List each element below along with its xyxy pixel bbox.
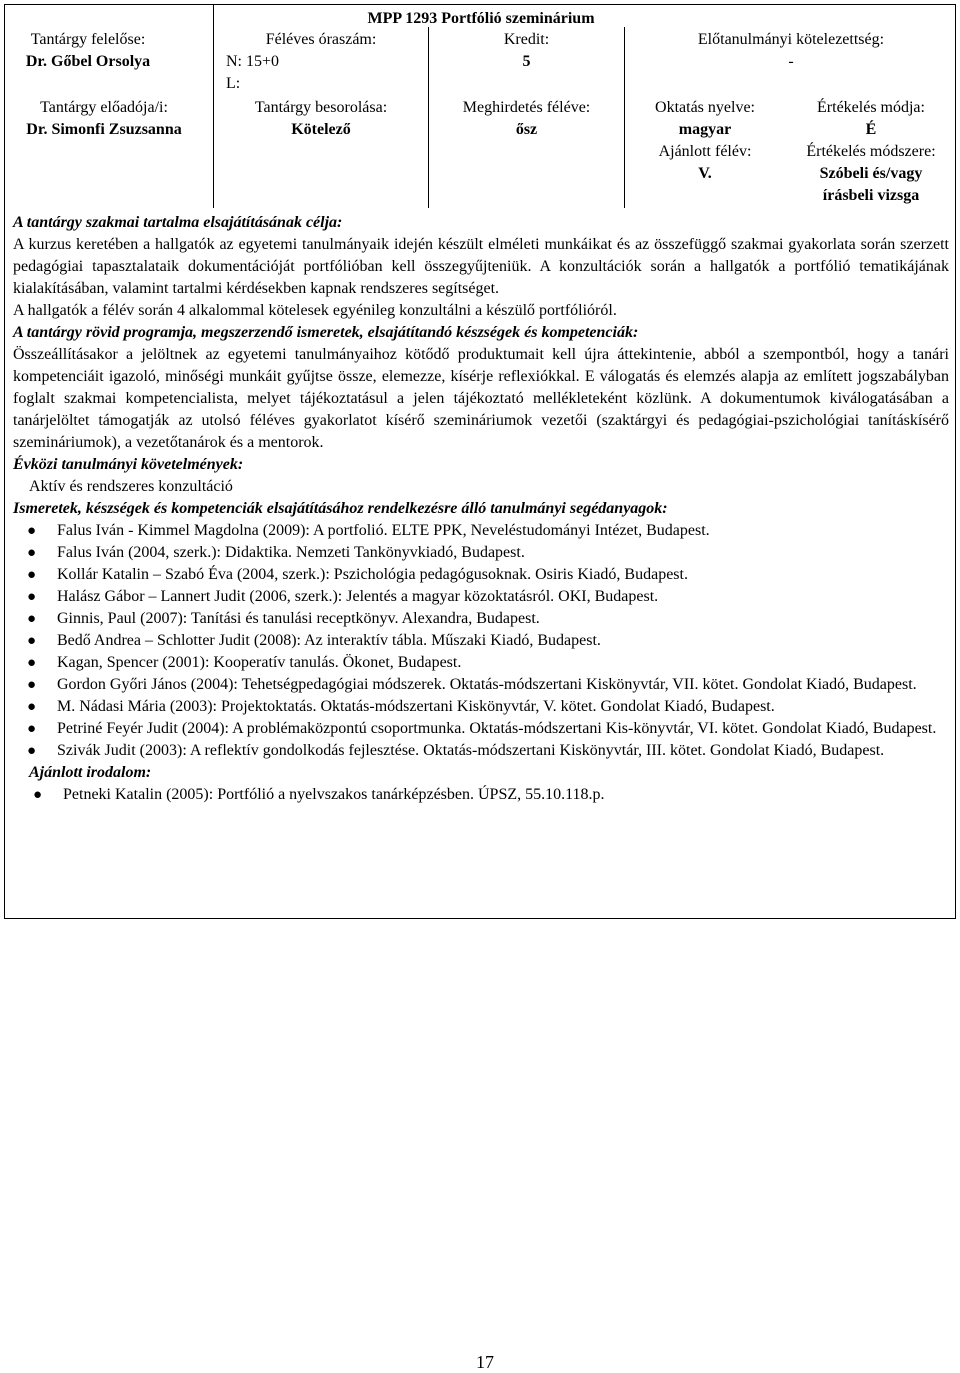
requirements-text: Aktív és rendszeres konzultáció bbox=[29, 478, 233, 495]
list-item bbox=[13, 784, 949, 806]
eval-method-label: Értékelés módszere: bbox=[806, 143, 936, 160]
reference-text: M. Nádasi Mária (2003): Projektoktatás. Oktatás-módszertani Kiskönyvtár, V. kötet. Gondolat Kiadó, Budapest. bbox=[57, 698, 775, 715]
list-item bbox=[13, 718, 949, 740]
list-item bbox=[13, 586, 949, 608]
prereq-value: - bbox=[788, 53, 794, 70]
bullet-icon: ● bbox=[27, 655, 37, 671]
bullet-icon: ● bbox=[27, 721, 37, 737]
reference-text: Szivák Judit (2003): A reflektív gondolkodás fejlesztése. Oktatás-módszertani Kiskönyvtár, III. kötet. Gondolat Kiadó, Budapest. bbox=[57, 742, 885, 759]
lecturer-cell bbox=[5, 97, 203, 141]
list-item bbox=[13, 740, 949, 762]
requirements-heading: Évközi tanulmányi követelmények: bbox=[13, 456, 244, 473]
eval-mode-label: Értékelés módja: bbox=[817, 99, 925, 116]
list-item bbox=[13, 630, 949, 652]
bullet-icon: ● bbox=[27, 523, 37, 539]
reference-text: Kagan, Spencer (2001): Kooperatív tanulás. Ökonet, Budapest. bbox=[57, 654, 462, 671]
eval-method-value: Szóbeli és/vagy bbox=[819, 165, 923, 182]
reference-text: Petriné Feyér Judit (2004): A problémaközpontú csoportmunka. Oktatás-módszertani Kis-könyvtár, VI. kötet. Gondolat Kiadó, Budapest. bbox=[57, 720, 937, 737]
goal-paragraph: A kurzus keretében a hallgatók az egyetemi tanulmányaik idején készült elméleti munkáikat és az összefüggő szakmai gyakorlata során szerzett pedagógiai tapasztalataik dokumentációját portfólióban kell összegyűjteniük. A konzultációk során a hallgatók a portfólió tematikájának kialakításában, valamint tartalmi kérdésekben kapnak rendszeres segítséget. bbox=[13, 236, 949, 297]
list-item bbox=[13, 674, 949, 696]
credit-value: 5 bbox=[522, 53, 531, 70]
evaluation-cell bbox=[785, 97, 957, 207]
program-paragraph: Összeállításakor a jelöltnek az egyetemi tanulmányaihoz kötődő produktumait kell újra áttekintenie, abból a szempontból, hogy a tanári kompetenciáit igazoló, minőségi munkáit gyűjtse össze, elemezze, kísérje reflexiókkal. E válogatás és elemzés alapja az említett jogszabályban foglalt szakmai kompetencialista, melyet tájékoztatásul a jelen tájékoztató mellékleteként közlünk. A dokumentumok kiválogatásában a tanárjelöltet támogatják az utolsó féléves gyakorlatot kísérő szemináriumok vezetői (szaktárgyi és pedagógiai-pszichológiai tanításkísérő szemináriumok), a vezetőtanárok és a mentorok. bbox=[13, 346, 949, 451]
reference-text: Halász Gábor – Lannert Judit (2006, szerk.): Jelentés a magyar közoktatásról. OKI, Budapest. bbox=[57, 588, 659, 605]
recommended-semester-label: Ajánlott félév: bbox=[658, 143, 752, 160]
reference-text: Gordon Győri János (2004): Tehetségpedagógiai módszerek. Oktatás-módszertani Kiskönyvtár, VII. kötet. Gondolat Kiadó, Budapest. bbox=[57, 676, 917, 693]
semester-cell bbox=[429, 97, 624, 141]
course-sheet bbox=[4, 4, 956, 919]
resources-list bbox=[13, 520, 949, 762]
bullet-icon: ● bbox=[33, 787, 43, 803]
reference-text: Petneki Katalin (2005): Portfólió a nyelvszakos tanárképzésben. ÚPSZ, 55.10.118.p. bbox=[63, 786, 605, 803]
bullet-icon: ● bbox=[27, 545, 37, 561]
program-heading: A tantárgy rövid programja, megszerzendő ismeretek, elsajátítandó készségek és kompetenciák: bbox=[13, 324, 639, 341]
hours-n: N: 15+0 bbox=[226, 53, 280, 70]
bullet-icon: ● bbox=[27, 567, 37, 583]
resources-heading: Ismeretek, készségek és kompetenciák elsajátításához rendelkezésre álló tanulmányi segédanyagok: bbox=[13, 500, 668, 517]
semester-value: ősz bbox=[515, 121, 538, 138]
course-title: MPP 1293 Portfólió szeminárium bbox=[367, 10, 595, 27]
page-number: 17 bbox=[476, 1352, 494, 1372]
responsible-label: Tantárgy felelőse: bbox=[30, 31, 146, 48]
list-item bbox=[13, 542, 949, 564]
reference-text: Falus Iván - Kimmel Magdolna (2009): A portfolió. ELTE PPK, Neveléstudományi Intézet, Budapest. bbox=[57, 522, 710, 539]
classification-value: Kötelező bbox=[291, 121, 351, 138]
bullet-icon: ● bbox=[27, 743, 37, 759]
list-item bbox=[13, 608, 949, 630]
eval-mode-value: É bbox=[865, 121, 877, 138]
list-item bbox=[13, 520, 949, 542]
goal-paragraph: A hallgatók a félév során 4 alkalommal kötelesek egyénileg konzultálni a készülő portfólióról. bbox=[13, 302, 617, 319]
list-item bbox=[13, 564, 949, 586]
reference-text: Ginnis, Paul (2007): Tanítási és tanulási receptkönyv. Alexandra, Budapest. bbox=[57, 610, 540, 627]
classification-label: Tantárgy besorolása: bbox=[254, 99, 388, 116]
hours-cell bbox=[214, 29, 428, 95]
reference-text: Bedő Andrea – Schlotter Judit (2008): Az interaktív tábla. Műszaki Kiadó, Budapest. bbox=[57, 632, 601, 649]
recommended-heading: Ajánlott irodalom: bbox=[29, 764, 152, 781]
lecturer-label: Tantárgy előadója/i: bbox=[40, 99, 168, 116]
classification-cell bbox=[214, 97, 428, 141]
list-item bbox=[13, 696, 949, 718]
prereq-label: Előtanulmányi kötelezettség: bbox=[697, 31, 885, 48]
responsible-value: Dr. Gőbel Orsolya bbox=[25, 53, 151, 70]
bullet-icon: ● bbox=[27, 611, 37, 627]
recommended-semester-value: V. bbox=[698, 165, 712, 182]
bullet-icon: ● bbox=[27, 589, 37, 605]
course-body bbox=[13, 212, 949, 806]
hours-l: L: bbox=[226, 75, 241, 92]
eval-method-value: írásbeli vizsga bbox=[822, 187, 920, 204]
bullet-icon: ● bbox=[27, 633, 37, 649]
goal-heading: A tantárgy szakmai tartalma elsajátításának célja: bbox=[13, 214, 343, 231]
semester-label: Meghirdetés féléve: bbox=[462, 99, 591, 116]
credit-label: Kredit: bbox=[503, 31, 550, 48]
lecturer-value: Dr. Simonfi Zsuzsanna bbox=[26, 121, 182, 138]
language-value: magyar bbox=[678, 121, 732, 138]
language-cell bbox=[625, 97, 785, 185]
hours-label: Féléves óraszám: bbox=[265, 31, 377, 48]
bullet-icon: ● bbox=[27, 677, 37, 693]
language-label: Oktatás nyelve: bbox=[655, 99, 755, 116]
recommended-list bbox=[13, 784, 949, 806]
credit-cell bbox=[429, 29, 624, 73]
bullet-icon: ● bbox=[27, 699, 37, 715]
reference-text: Kollár Katalin – Szabó Éva (2004, szerk.): Pszichológia pedagógusoknak. Osiris Kiadó, Budapest. bbox=[57, 566, 688, 583]
prereq-cell bbox=[625, 29, 957, 73]
list-item bbox=[13, 652, 949, 674]
reference-text: Falus Iván (2004, szerk.): Didaktika. Nemzeti Tankönyvkiadó, Budapest. bbox=[57, 544, 525, 561]
responsible-cell bbox=[5, 29, 171, 73]
